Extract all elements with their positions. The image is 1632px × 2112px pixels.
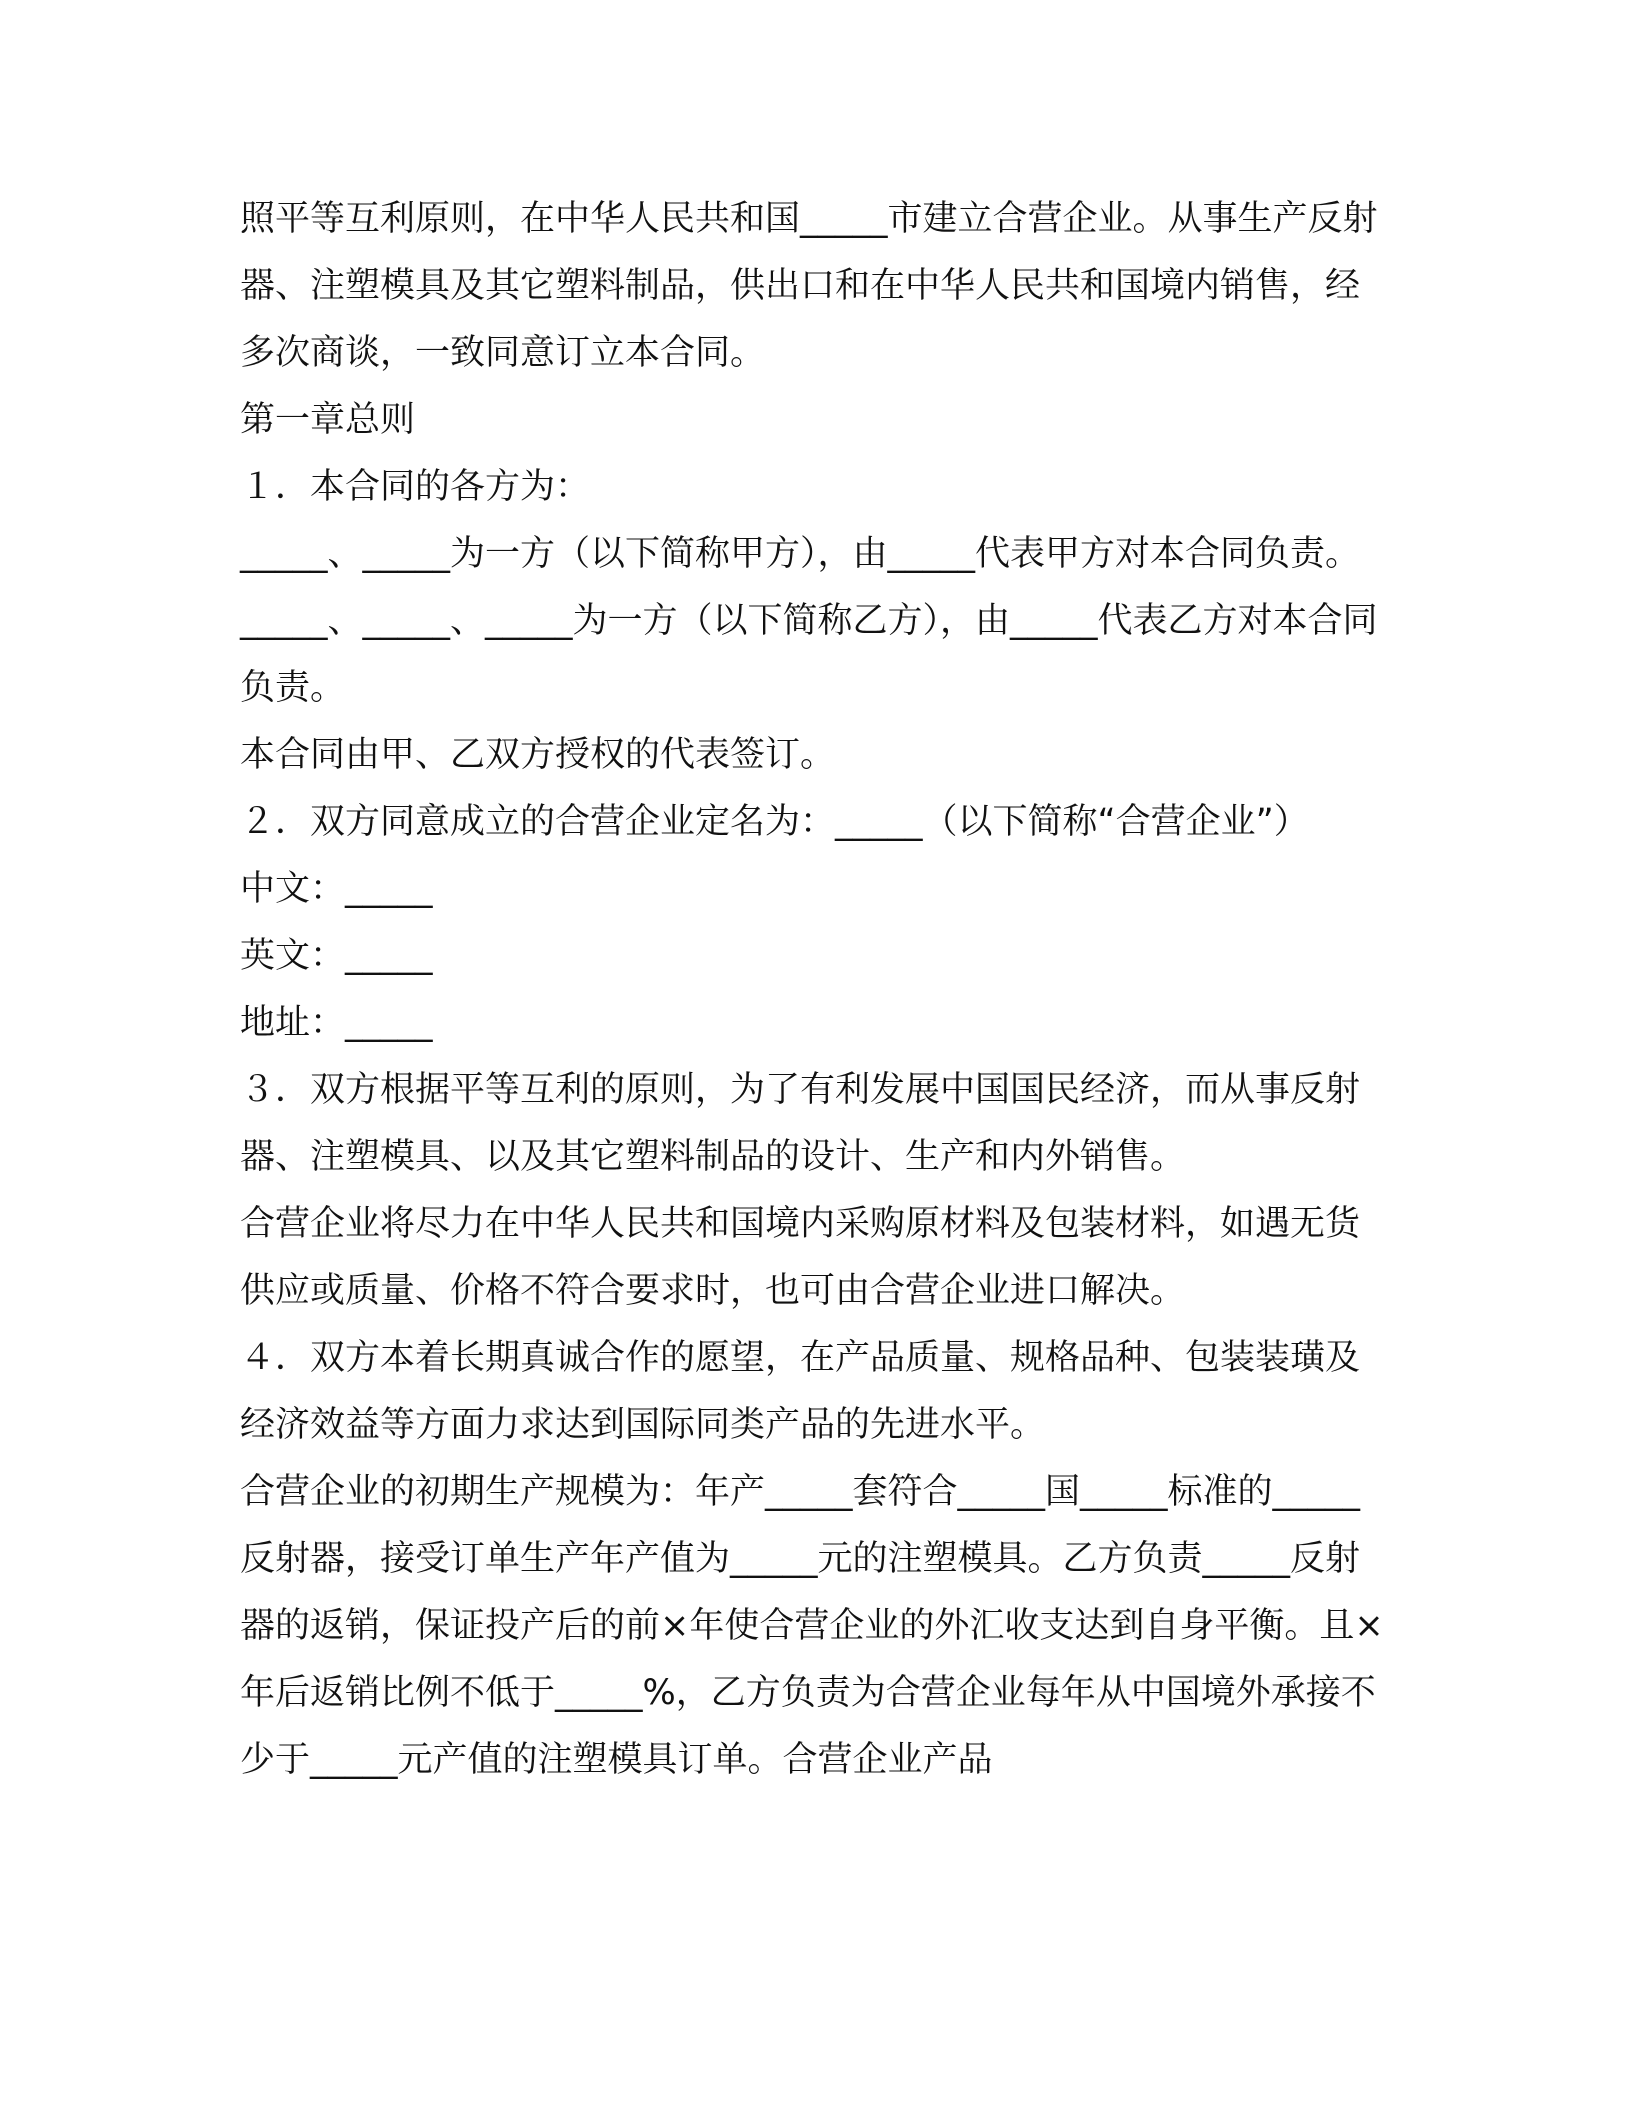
address-line: 地址：_____ xyxy=(240,1003,433,1043)
signing-paragraph: 本合同由甲、乙双方授权的代表签订。 xyxy=(240,735,836,775)
clause-1-heading: １．本合同的各方为： xyxy=(240,467,591,507)
clause-3-paragraph: ３．双方根据平等互利的原则，为了有利发展中国国民经济，而从事反射器、注塑模具、以及其它塑料制品的设计、生产和内外销售。 xyxy=(240,1070,1361,1177)
english-name-line: 英文：_____ xyxy=(240,936,433,976)
procurement-paragraph: 合营企业将尽力在中华人民共和国境内采购原材料及包装材料，如遇无货供应或质量、价格不符合要求时，也可由合营企业进口解决。 xyxy=(240,1204,1361,1311)
intro-paragraph: 照平等互利原则，在中华人民共和国_____市建立合营企业。从事生产反射器、注塑模具及其它塑料制品，供出口和在中华人民共和国境内销售，经多次商谈，一致同意订立本合同。 xyxy=(240,199,1378,373)
chinese-name-line: 中文：_____ xyxy=(240,869,433,909)
clause-4-paragraph: ４．双方本着长期真诚合作的愿望，在产品质量、规格品种、包装装璜及经济效益等方面力求达到国际同类产品的先进水平。 xyxy=(240,1338,1361,1445)
party-a-paragraph: _____、_____为一方（以下简称甲方），由_____代表甲方对本合同负责。 xyxy=(240,534,1361,574)
contract-body xyxy=(240,186,1390,1794)
clause-2-paragraph: ２．双方同意成立的合营企业定名为：_____（以下简称“合营企业”） xyxy=(240,802,1309,842)
production-scale-paragraph: 合营企业的初期生产规模为：年产_____套符合_____国_____标准的_____反射器，接受订单生产年产值为_____元的注塑模具。乙方负责_____反射器的返销，保证投产后的前×年使合营企业的外汇收支达到自身平衡。且×年后返销比例不低于_____%，乙方负责为合营企业每年从中国境外承接不少于_____元产值的注塑模具订单。合营企业产品 xyxy=(240,1472,1384,1780)
party-b-paragraph: _____、_____、_____为一方（以下简称乙方），由_____代表乙方对本合同负责。 xyxy=(240,601,1378,708)
chapter-heading: 第一章总则 xyxy=(240,400,416,440)
